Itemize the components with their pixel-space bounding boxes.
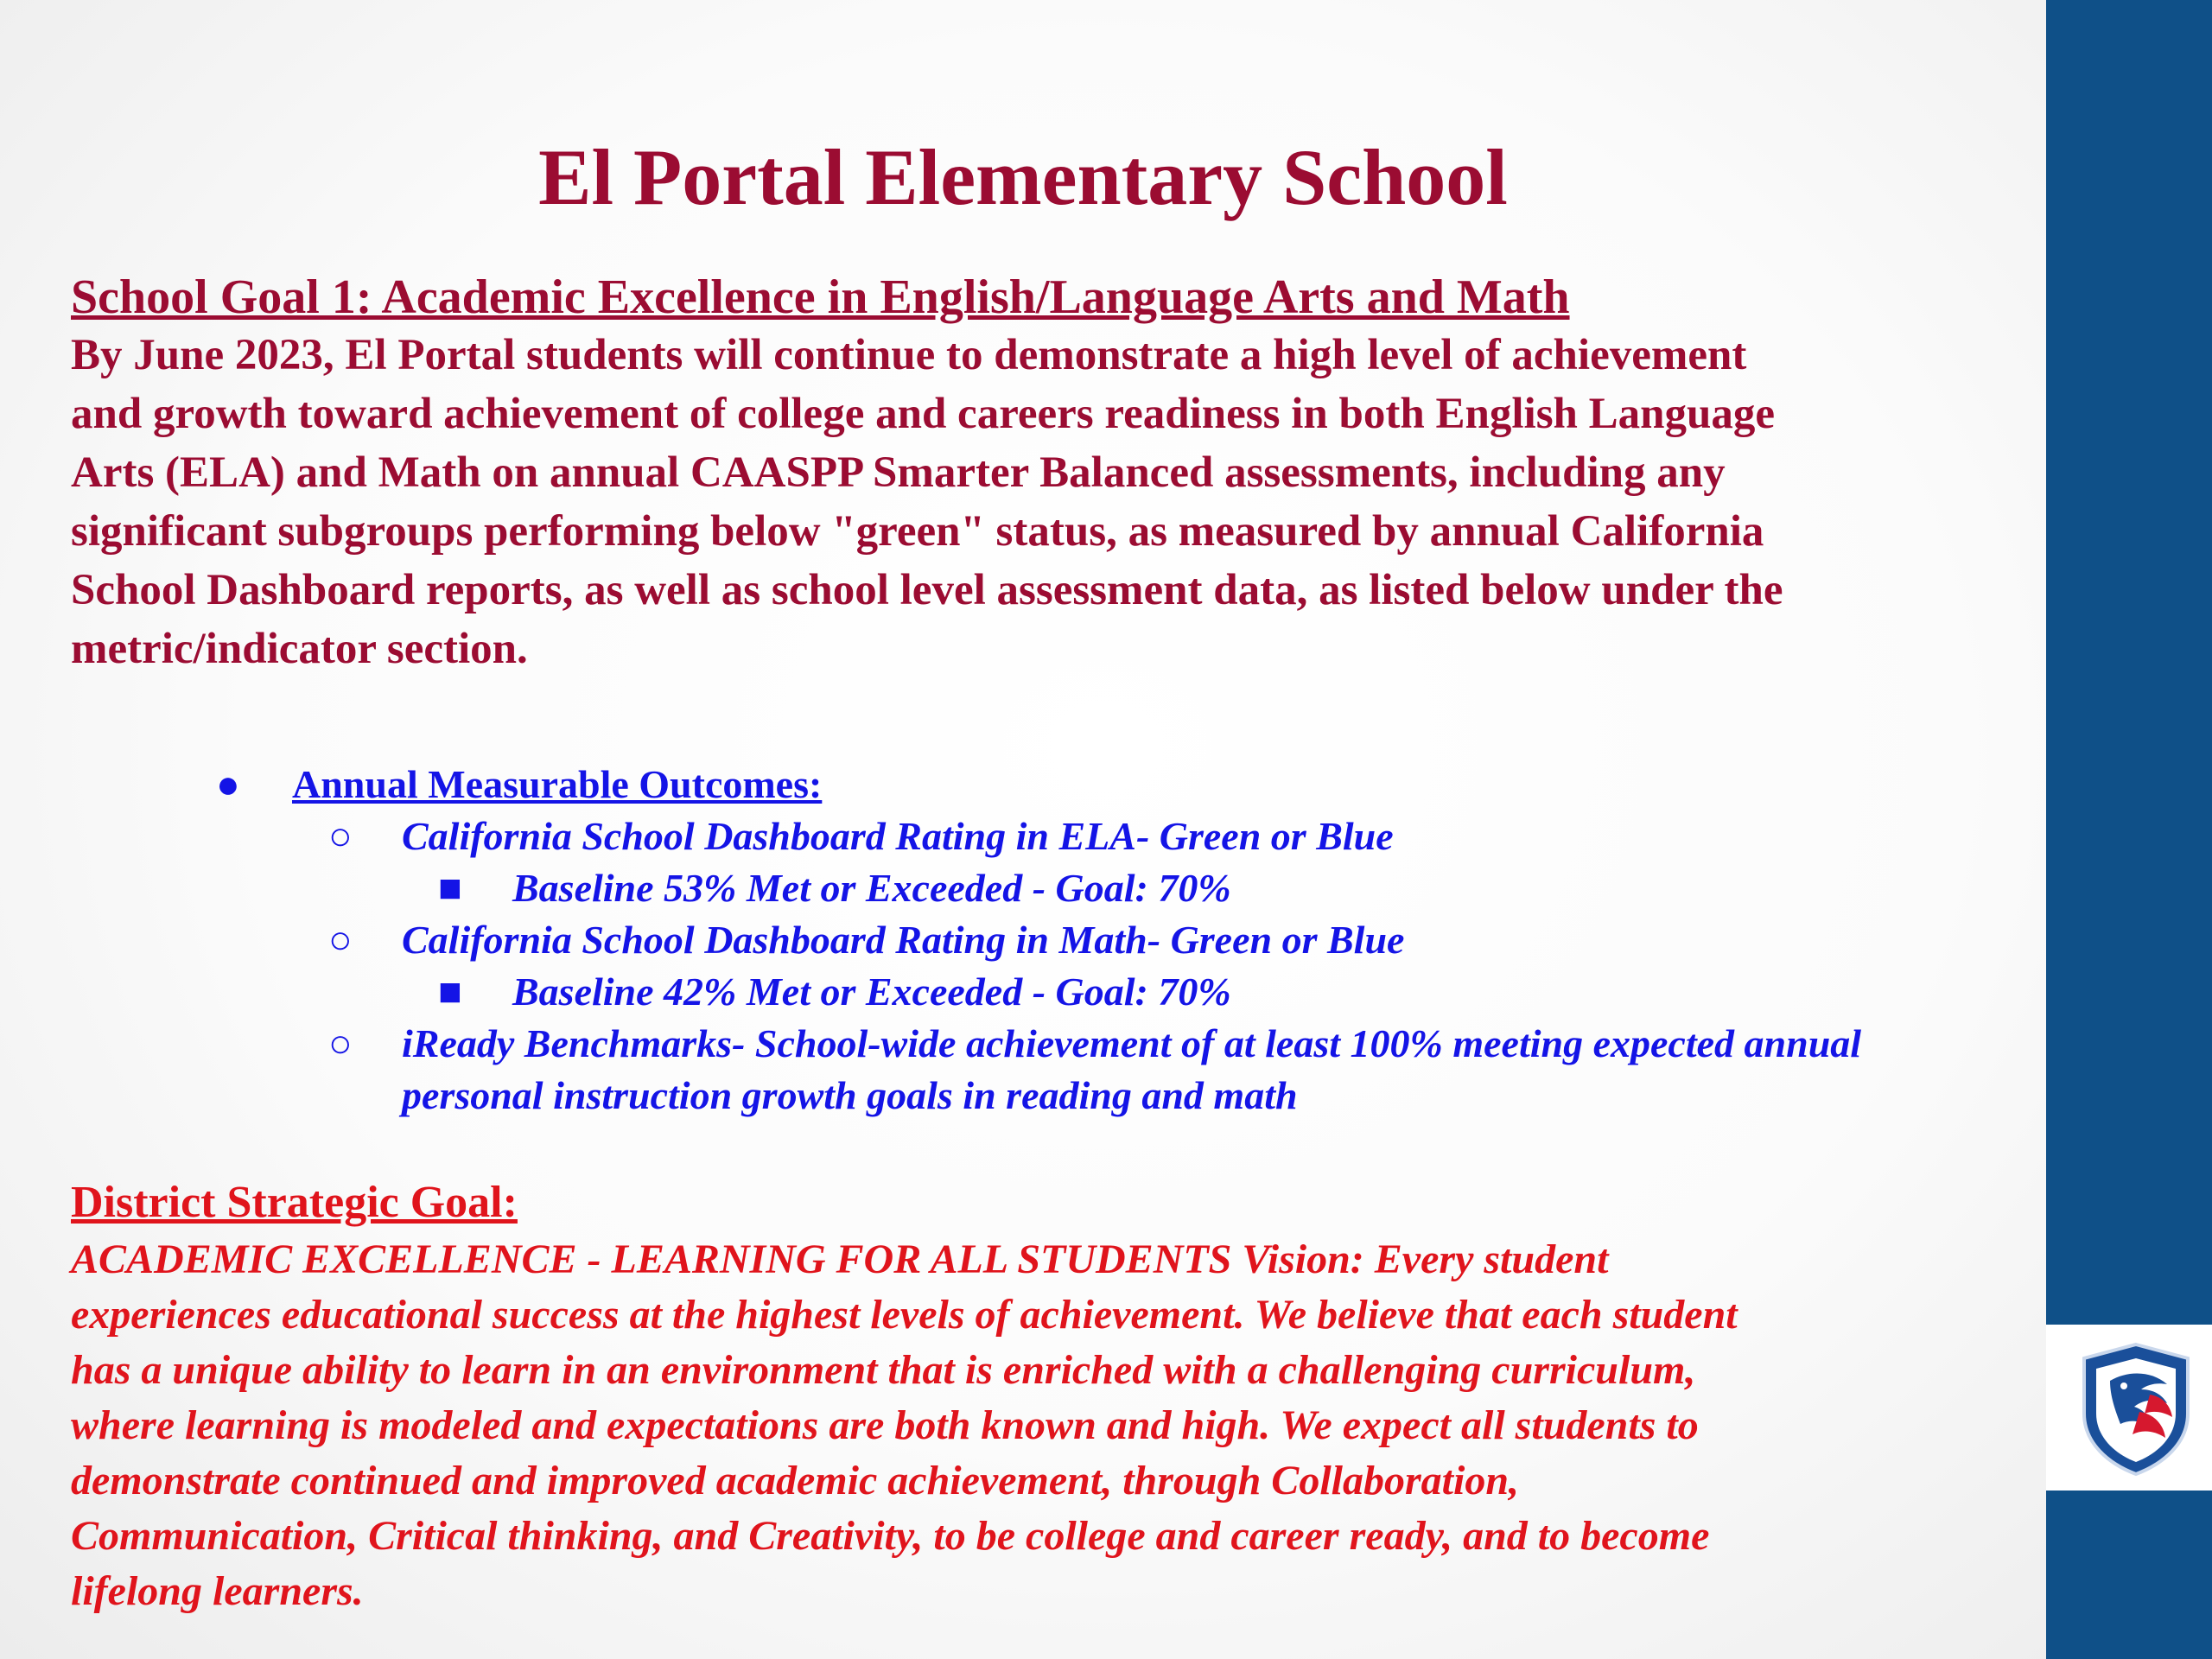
outcome-item-continued: personal instruction growth goals in reading and math — [402, 1073, 1298, 1117]
bullet-level1: ● — [216, 762, 240, 806]
goal-line: and growth toward achievement of college and careers readiness in both English Language — [71, 390, 1776, 438]
district-goal-section — [71, 1173, 2006, 1619]
bullet-level2: ○ — [328, 814, 353, 858]
district-line: demonstrate continued and improved academic achievement, through Collaboration, — [71, 1458, 1520, 1503]
page-title: El Portal Elementary School — [538, 133, 1508, 221]
goal-line: metric/indicator section. — [71, 625, 528, 673]
district-line: experiences educational success at the highest levels of achievement. We believe that each student — [71, 1292, 1738, 1338]
bullet-level3: ■ — [438, 969, 462, 1014]
eagle-shield-logo-icon — [2067, 1339, 2205, 1478]
goal-line: significant subgroups performing below "green" status, as measured by annual California — [71, 507, 1764, 556]
bullet-level2: ○ — [328, 918, 353, 962]
school-goal-section — [71, 264, 2006, 678]
goal-line: Arts (ELA) and Math on annual CAASPP Smarter Balanced assessments, including any — [71, 448, 1726, 497]
district-line: ACADEMIC EXCELLENCE - LEARNING FOR ALL STUDENTS Vision: Every student — [71, 1236, 1609, 1282]
outcome-item: iReady Benchmarks- School-wide achievement of at least 100% meeting expected annual — [402, 1021, 1862, 1065]
goal-line: By June 2023, El Portal students will continue to demonstrate a high level of achievement — [71, 331, 1747, 379]
outcome-item: California School Dashboard Rating in ELA- Green or Blue — [402, 814, 1394, 858]
school-goal-text — [71, 326, 2006, 678]
district-line: lifelong learners. — [71, 1568, 364, 1614]
bullet-level2: ○ — [328, 1021, 353, 1065]
outcome-subitem: Baseline 42% Met or Exceeded - Goal: 70% — [512, 969, 1231, 1014]
district-goal-text — [71, 1232, 2006, 1619]
district-line: Communication, Critical thinking, and Creativity, to be college and career ready, and to become — [71, 1513, 1710, 1559]
school-goal-heading: School Goal 1: Academic Excellence in English/Language Arts and Math — [71, 270, 1570, 324]
outcomes-heading: Annual Measurable Outcomes: — [292, 762, 823, 806]
district-line: has a unique ability to learn in an environment that is enriched with a challenging curriculum, — [71, 1347, 1696, 1393]
district-line: where learning is modeled and expectations are both known and high. We expect all students to — [71, 1402, 1699, 1448]
goal-line: School Dashboard reports, as well as school level assessment data, as listed below under the — [71, 566, 1783, 614]
bullet-level3: ■ — [438, 866, 462, 910]
sidebar-bottom-band — [2046, 1491, 2212, 1659]
outcome-subitem: Baseline 53% Met or Exceeded - Goal: 70% — [512, 866, 1231, 910]
sidebar-top-band — [2046, 0, 2212, 1325]
district-goal-heading: District Strategic Goal: — [71, 1178, 518, 1227]
outcome-item: California School Dashboard Rating in Math- Green or Blue — [402, 918, 1405, 962]
